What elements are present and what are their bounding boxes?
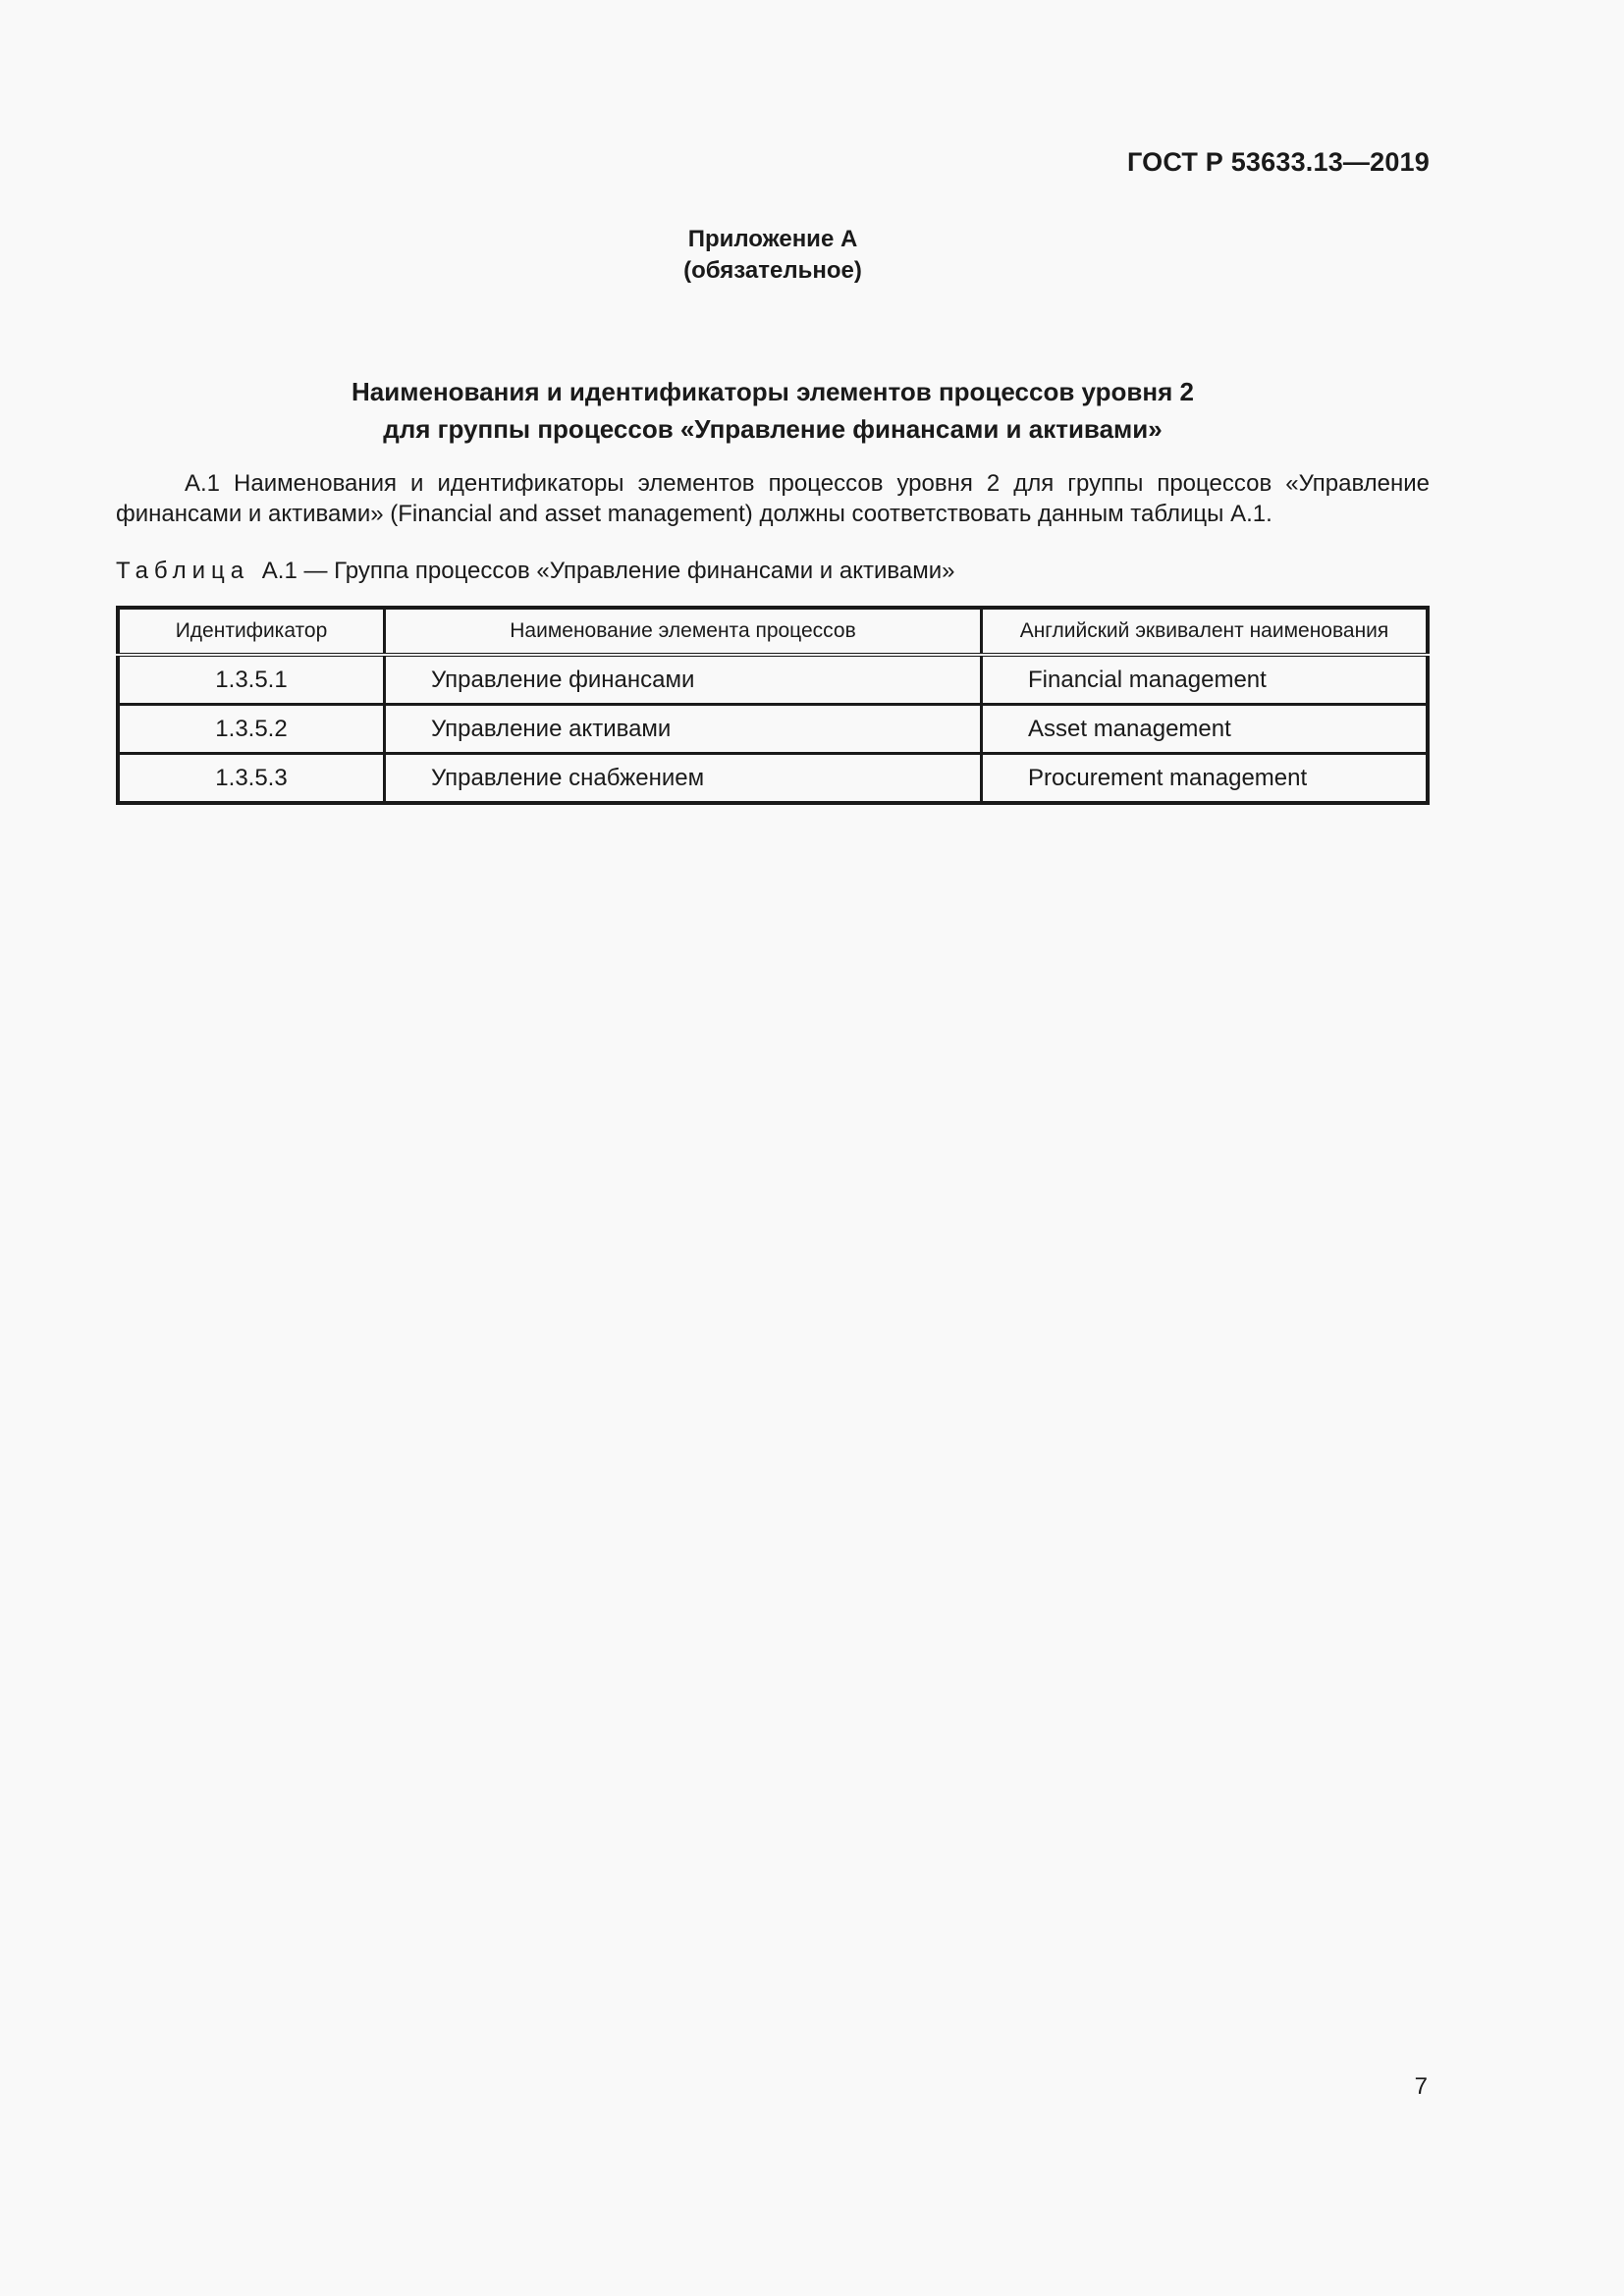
table-row (118, 655, 1428, 705)
cell-english: Financial management (982, 655, 1429, 705)
cell-identifier: 1.3.5.3 (118, 754, 385, 804)
cell-english: Asset management (982, 705, 1429, 754)
cell-english: Procurement management (982, 754, 1429, 804)
section-title-line-2: для группы процессов «Управление финансами и активами» (383, 414, 1163, 444)
cell-name: Управление финансами (385, 655, 982, 705)
table-caption-label: Таблица (116, 558, 250, 584)
appendix-title: Приложение А (687, 226, 858, 252)
column-header-identifier: Идентификатор (118, 608, 385, 655)
cell-name: Управление снабжением (385, 754, 982, 804)
cell-identifier: 1.3.5.1 (118, 655, 385, 705)
cell-identifier: 1.3.5.2 (118, 705, 385, 754)
page-number: 7 (1414, 2073, 1428, 2100)
section-title (0, 373, 1545, 448)
body-paragraph: А.1 Наименования и идентификаторы элементов процессов уровня 2 для группы процессов «Управление финансами и активами» (Financial and asset management) должны соответствовать данным таблицы А.1. (116, 470, 1430, 527)
document-code: ГОСТ Р 53633.13—2019 (1127, 147, 1430, 177)
appendix-status: (обязательное) (683, 257, 862, 284)
table-caption-text: А.1 — Группа процессов «Управление финансами и активами» (261, 558, 955, 584)
table-row (118, 705, 1428, 754)
appendix-heading (0, 224, 1545, 287)
process-elements-table (116, 606, 1430, 805)
table-header-row (118, 608, 1428, 655)
table-row (118, 754, 1428, 804)
table-caption (116, 557, 954, 586)
column-header-name: Наименование элемента процессов (385, 608, 982, 655)
cell-name: Управление активами (385, 705, 982, 754)
column-header-english: Английский эквивалент наименования (982, 608, 1429, 655)
section-title-line-1: Наименования и идентификаторы элементов процессов уровня 2 (352, 377, 1194, 406)
